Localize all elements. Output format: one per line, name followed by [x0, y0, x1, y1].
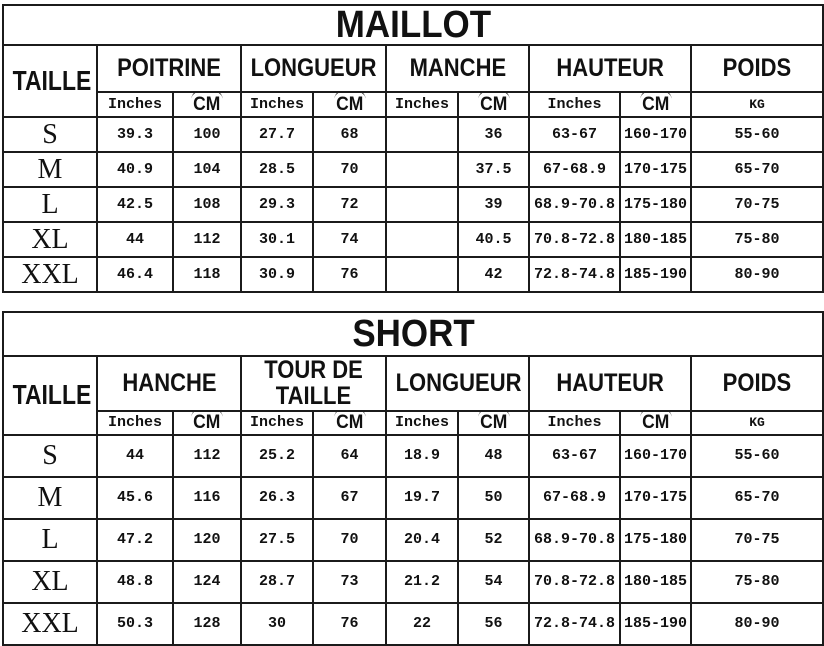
value-cell: 40.5 [458, 222, 529, 257]
hauteur-header-cell [529, 45, 691, 92]
value-cell: 26.3 [241, 477, 313, 519]
unit-header-inches: Inches [529, 411, 620, 435]
value-cell: 70-75 [691, 519, 823, 561]
hanche-header-label: HANCHE [121, 369, 217, 398]
unit-header-inches: Inches [386, 92, 458, 117]
size-cell: M [3, 477, 97, 519]
poids-header-cell [691, 45, 823, 92]
value-cell: 68.9-70.8 [529, 187, 620, 222]
short-size-table [2, 311, 824, 646]
value-cell: 39.3 [97, 117, 173, 152]
size-cell: XXL [3, 603, 97, 645]
maillot-table-title [3, 5, 823, 45]
taille-header-label: TAILLE [12, 379, 92, 411]
value-cell: 48 [458, 435, 529, 477]
value-cell: 74 [313, 222, 386, 257]
unit-header-inches: Inches [241, 411, 313, 435]
unit-header-inches: Inches [386, 411, 458, 435]
short-row-xxl [3, 603, 823, 645]
short-row-s [3, 435, 823, 477]
value-cell: 39 [458, 187, 529, 222]
value-cell [386, 257, 458, 292]
size-cell: M [3, 152, 97, 187]
short-row-l [3, 519, 823, 561]
value-cell [386, 222, 458, 257]
value-cell: 108 [173, 187, 241, 222]
value-cell: 56 [458, 603, 529, 645]
value-cell: 36 [458, 117, 529, 152]
maillot-row-s [3, 117, 823, 152]
value-cell: 67-68.9 [529, 152, 620, 187]
value-cell: 76 [313, 603, 386, 645]
manche-header-label: MANCHE [409, 54, 506, 83]
value-cell: 44 [97, 222, 173, 257]
value-cell: 70.8-72.8 [529, 222, 620, 257]
value-cell: 27.7 [241, 117, 313, 152]
value-cell: 75-80 [691, 222, 823, 257]
value-cell: 72.8-74.8 [529, 603, 620, 645]
value-cell: 37.5 [458, 152, 529, 187]
value-cell: 63-67 [529, 117, 620, 152]
size-cell: L [3, 519, 97, 561]
maillot-title-text: MAILLOT [335, 5, 491, 45]
manche-header-cell [386, 45, 529, 92]
value-cell: 68 [313, 117, 386, 152]
value-cell [386, 117, 458, 152]
longueur-header-cell [241, 45, 386, 92]
value-cell: 67 [313, 477, 386, 519]
value-cell: 124 [173, 561, 241, 603]
tour-de-taille-header-label: TOUR DE TAILLE [264, 356, 363, 411]
value-cell: 160-170 [620, 117, 691, 152]
value-cell: 48.8 [97, 561, 173, 603]
size-cell: S [3, 435, 97, 477]
maillot-row-xxl [3, 257, 823, 292]
hauteur-header-cell [529, 356, 691, 411]
value-cell: 72 [313, 187, 386, 222]
value-cell: 65-70 [691, 477, 823, 519]
value-cell: 180-185 [620, 222, 691, 257]
maillot-title-row [3, 5, 823, 45]
maillot-row-l [3, 187, 823, 222]
short-title-text: SHORT [351, 313, 475, 355]
unit-header-cm: CM [173, 92, 241, 117]
value-cell: 65-70 [691, 152, 823, 187]
value-cell [386, 187, 458, 222]
short-row-m [3, 477, 823, 519]
hanche-header-cell [97, 356, 241, 411]
value-cell: 30 [241, 603, 313, 645]
value-cell: 30.9 [241, 257, 313, 292]
taille-header-cell [3, 356, 97, 435]
poids-header-cell [691, 356, 823, 411]
value-cell: 70 [313, 519, 386, 561]
value-cell: 170-175 [620, 477, 691, 519]
value-cell: 112 [173, 435, 241, 477]
value-cell: 50 [458, 477, 529, 519]
value-cell: 75-80 [691, 561, 823, 603]
value-cell: 104 [173, 152, 241, 187]
value-cell: 40.9 [97, 152, 173, 187]
value-cell: 64 [313, 435, 386, 477]
value-cell: 21.2 [386, 561, 458, 603]
value-cell: 63-67 [529, 435, 620, 477]
unit-header-kg: KG [691, 92, 823, 117]
value-cell: 47.2 [97, 519, 173, 561]
short-row-xl [3, 561, 823, 603]
value-cell: 175-180 [620, 519, 691, 561]
value-cell: 118 [173, 257, 241, 292]
value-cell: 116 [173, 477, 241, 519]
value-cell: 20.4 [386, 519, 458, 561]
value-cell: 46.4 [97, 257, 173, 292]
value-cell: 30.1 [241, 222, 313, 257]
poids-header-label: POIDS [722, 369, 792, 398]
value-cell: 100 [173, 117, 241, 152]
value-cell: 55-60 [691, 117, 823, 152]
maillot-row-m [3, 152, 823, 187]
unit-header-inches: Inches [97, 411, 173, 435]
unit-header-inches: Inches [241, 92, 313, 117]
value-cell: 76 [313, 257, 386, 292]
short-unit-row [3, 411, 823, 435]
unit-header-cm: CM [620, 411, 691, 435]
value-cell: 29.3 [241, 187, 313, 222]
size-cell: S [3, 117, 97, 152]
poitrine-header-label: POITRINE [117, 54, 221, 83]
value-cell: 128 [173, 603, 241, 645]
value-cell: 54 [458, 561, 529, 603]
maillot-row-xl [3, 222, 823, 257]
value-cell: 70.8-72.8 [529, 561, 620, 603]
value-cell: 25.2 [241, 435, 313, 477]
value-cell [386, 152, 458, 187]
value-cell: 80-90 [691, 603, 823, 645]
short-title-row [3, 312, 823, 356]
value-cell: 185-190 [620, 603, 691, 645]
value-cell: 160-170 [620, 435, 691, 477]
value-cell: 73 [313, 561, 386, 603]
unit-header-inches: Inches [97, 92, 173, 117]
hauteur-header-label: HAUTEUR [556, 54, 664, 83]
value-cell: 42 [458, 257, 529, 292]
poids-header-label: POIDS [722, 54, 792, 83]
maillot-unit-row [3, 92, 823, 117]
size-cell: L [3, 187, 97, 222]
value-cell: 52 [458, 519, 529, 561]
unit-header-kg: KG [691, 411, 823, 435]
value-cell: 28.7 [241, 561, 313, 603]
unit-header-cm: CM [458, 92, 529, 117]
value-cell: 19.7 [386, 477, 458, 519]
unit-header-inches: Inches [529, 92, 620, 117]
value-cell: 185-190 [620, 257, 691, 292]
longueur-header-cell [386, 356, 529, 411]
value-cell: 112 [173, 222, 241, 257]
value-cell: 180-185 [620, 561, 691, 603]
value-cell: 120 [173, 519, 241, 561]
unit-header-cm: CM [173, 411, 241, 435]
value-cell: 55-60 [691, 435, 823, 477]
value-cell: 28.5 [241, 152, 313, 187]
value-cell: 42.5 [97, 187, 173, 222]
longueur-header-label: LONGUEUR [395, 369, 522, 398]
value-cell: 27.5 [241, 519, 313, 561]
unit-header-cm: CM [313, 92, 386, 117]
unit-header-cm: CM [458, 411, 529, 435]
maillot-header-row [3, 45, 823, 92]
tour-de-taille-header-cell [241, 356, 386, 411]
value-cell: 68.9-70.8 [529, 519, 620, 561]
taille-header-label: TAILLE [12, 65, 92, 96]
value-cell: 80-90 [691, 257, 823, 292]
value-cell: 50.3 [97, 603, 173, 645]
value-cell: 170-175 [620, 152, 691, 187]
unit-header-cm: CM [620, 92, 691, 117]
value-cell: 45.6 [97, 477, 173, 519]
short-table-title [3, 312, 823, 356]
maillot-size-table [2, 4, 824, 293]
value-cell: 67-68.9 [529, 477, 620, 519]
value-cell: 72.8-74.8 [529, 257, 620, 292]
hauteur-header-label: HAUTEUR [556, 369, 664, 398]
size-cell: XL [3, 561, 97, 603]
longueur-header-label: LONGUEUR [250, 54, 377, 83]
taille-header-cell [3, 45, 97, 117]
size-cell: XL [3, 222, 97, 257]
unit-header-cm: CM [313, 411, 386, 435]
size-cell: XXL [3, 257, 97, 292]
value-cell: 70-75 [691, 187, 823, 222]
value-cell: 70 [313, 152, 386, 187]
value-cell: 22 [386, 603, 458, 645]
value-cell: 18.9 [386, 435, 458, 477]
poitrine-header-cell [97, 45, 241, 92]
short-header-row [3, 356, 823, 411]
value-cell: 44 [97, 435, 173, 477]
value-cell: 175-180 [620, 187, 691, 222]
